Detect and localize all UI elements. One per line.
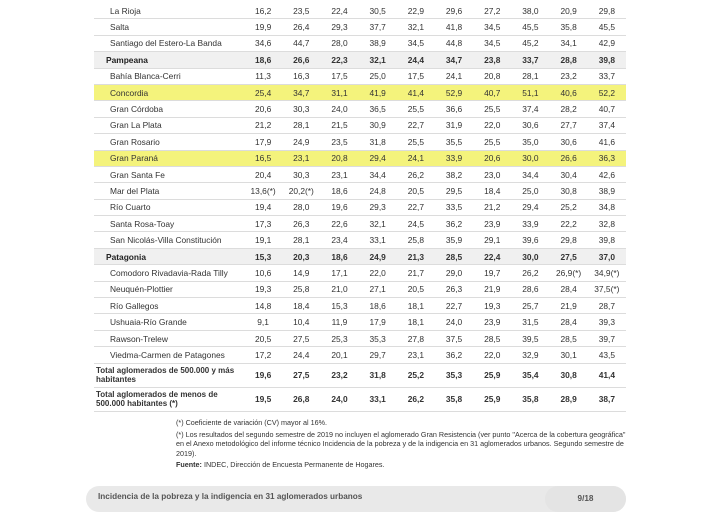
table-cell: 30,9 [359,117,397,133]
row-label: Total aglomerados de 500.000 y más habitantes [94,363,244,387]
table-cell: 34,4 [511,166,549,182]
table-cell: 20,2(*) [282,183,320,199]
row-label: Total aglomerados de menos de 500.000 habitantes (*) [94,387,244,411]
table-cell: 26,2 [397,166,435,182]
table-cell: 38,9 [359,35,397,51]
table-cell: 27,5 [282,330,320,346]
table-cell: 37,5(*) [588,281,626,297]
table-cell: 34,8 [588,199,626,215]
table-cell: 34,7 [435,52,473,68]
table-cell: 10,6 [244,265,282,281]
table-cell: 20,8 [320,150,358,166]
table-cell: 23,1 [282,150,320,166]
row-label: Pampeana [94,52,244,68]
table-row [94,134,626,150]
table-cell: 17,1 [320,265,358,281]
source-text: INDEC, Dirección de Encuesta Permanente de Hogares. [201,460,385,469]
table-cell: 35,3 [435,363,473,387]
table-cell: 17,9 [244,134,282,150]
table-cell: 29,3 [359,199,397,215]
table-cell: 29,8 [588,3,626,19]
row-label: Rawson-Trelew [94,330,244,346]
table-cell: 20,5 [397,183,435,199]
table-cell: 20,5 [397,281,435,297]
table-cell: 32,1 [397,19,435,35]
table-cell: 25,0 [359,68,397,84]
table-cell: 13,6(*) [244,183,282,199]
table-cell: 25,9 [473,363,511,387]
table-row [94,248,626,264]
poverty-table [94,3,626,412]
table-cell: 28,1 [282,232,320,248]
table-cell: 33,1 [359,387,397,411]
table-cell: 25,5 [473,134,511,150]
table-cell: 24,1 [397,150,435,166]
row-label: Gran Santa Fe [94,166,244,182]
table-cell: 24,5 [397,216,435,232]
table-cell: 18,4 [282,298,320,314]
table-cell: 26,9(*) [550,265,588,281]
table-cell: 21,2 [244,117,282,133]
table-cell: 19,5 [244,387,282,411]
table-cell: 37,5 [435,330,473,346]
table-cell: 34,1 [550,35,588,51]
table-cell: 22,0 [473,117,511,133]
table-cell: 24,0 [320,387,358,411]
table-cell: 23,0 [473,166,511,182]
table-cell: 28,9 [550,387,588,411]
table-cell: 37,7 [359,19,397,35]
table-cell: 21,7 [397,265,435,281]
table-cell: 40,7 [473,84,511,100]
table-cell: 32,1 [359,216,397,232]
table-cell: 37,4 [588,117,626,133]
row-label: Gran La Plata [94,117,244,133]
row-label: Patagonia [94,248,244,264]
table-row [94,232,626,248]
table-cell: 28,2 [550,101,588,117]
table-cell: 29,6 [435,3,473,19]
table-cell: 41,4 [588,363,626,387]
table-cell: 23,9 [473,314,511,330]
table-cell: 27,5 [550,248,588,264]
table-cell: 34,7 [282,84,320,100]
table-cell: 25,4 [244,84,282,100]
footnotes [176,418,631,472]
table-cell: 34,6 [244,35,282,51]
table-cell: 22,7 [435,298,473,314]
table-cell: 40,7 [588,101,626,117]
table-cell: 22,9 [397,3,435,19]
table-cell: 23,1 [320,166,358,182]
table-cell: 31,9 [435,117,473,133]
table-cell: 20,8 [473,68,511,84]
table-cell: 17,9 [359,314,397,330]
table-cell: 26,2 [397,387,435,411]
table-cell: 20,3 [282,248,320,264]
table-cell: 35,8 [435,387,473,411]
table-cell: 14,9 [282,265,320,281]
row-label: Ushuaia-Río Grande [94,314,244,330]
table-cell: 19,6 [244,363,282,387]
table-cell: 44,8 [435,35,473,51]
table-cell: 33,7 [511,52,549,68]
row-label: Río Gallegos [94,298,244,314]
table-cell: 19,3 [244,281,282,297]
table-cell: 19,4 [244,199,282,215]
row-label: Mar del Plata [94,183,244,199]
table-cell: 23,1 [397,347,435,363]
table-cell: 21,3 [397,248,435,264]
table-cell: 29,1 [473,232,511,248]
table-cell: 30,6 [511,117,549,133]
table-cell: 26,8 [282,387,320,411]
table-cell: 45,5 [511,19,549,35]
table-cell: 32,1 [359,52,397,68]
table-cell: 25,5 [397,101,435,117]
source-note [176,460,631,470]
table-row [94,19,626,35]
row-label: Santa Rosa-Toay [94,216,244,232]
table-cell: 24,9 [359,248,397,264]
table-cell: 17,3 [244,216,282,232]
table-cell: 52,9 [435,84,473,100]
table-row [94,52,626,68]
table-cell: 34,5 [397,35,435,51]
row-label: Santiago del Estero-La Banda [94,35,244,51]
table-cell: 27,2 [473,3,511,19]
table-cell: 28,8 [550,52,588,68]
row-label: Comodoro Rivadavia-Rada Tilly [94,265,244,281]
table-cell: 29,3 [320,19,358,35]
table-cell: 21,0 [320,281,358,297]
table-cell: 28,7 [588,298,626,314]
table-cell: 24,1 [435,68,473,84]
source-label: Fuente: [176,460,202,469]
row-label: Salta [94,19,244,35]
table-cell: 30,0 [511,248,549,264]
table-row [94,3,626,19]
footnote-cv: (*) Coeficiente de variación (CV) mayor al 16%. [176,418,327,427]
table-cell: 39,6 [511,232,549,248]
table-cell: 19,7 [473,265,511,281]
table-row [94,84,626,100]
table-cell: 25,7 [511,298,549,314]
table-cell: 36,5 [359,101,397,117]
table-cell: 42,9 [588,35,626,51]
table-cell: 31,5 [511,314,549,330]
row-label: Viedma-Carmen de Patagones [94,347,244,363]
table-cell: 22,6 [320,216,358,232]
table-cell: 24,9 [282,134,320,150]
table-row [94,330,626,346]
table-cell: 35,4 [511,363,549,387]
table-cell: 21,2 [473,199,511,215]
table-row [94,298,626,314]
table-cell: 26,3 [435,281,473,297]
table-cell: 20,6 [244,101,282,117]
table-cell: 28,1 [511,68,549,84]
table-cell: 27,1 [359,281,397,297]
row-label: San Nicolás-Villa Constitución [94,232,244,248]
table-cell: 30,3 [282,166,320,182]
table-cell: 28,4 [550,281,588,297]
table-cell: 22,3 [320,52,358,68]
table-cell: 28,0 [320,35,358,51]
table-cell: 42,6 [588,166,626,182]
table-row [94,281,626,297]
table-cell: 35,5 [435,134,473,150]
table-cell: 45,2 [511,35,549,51]
table-cell: 35,9 [435,232,473,248]
row-label: Concordia [94,84,244,100]
table-cell: 20,6 [473,150,511,166]
table-cell: 22,2 [550,216,588,232]
table-cell: 20,9 [550,3,588,19]
table-cell: 31,8 [359,134,397,150]
table-cell: 39,5 [511,330,549,346]
table-cell: 28,0 [282,199,320,215]
table-cell: 19,6 [320,199,358,215]
table-cell: 33,1 [359,232,397,248]
table-cell: 33,9 [511,216,549,232]
table-cell: 22,7 [397,199,435,215]
table-cell: 17,5 [320,68,358,84]
page-number: 9/18 [545,486,626,512]
table-cell: 30,1 [550,347,588,363]
table-cell: 29,5 [435,183,473,199]
table-cell: 29,4 [511,199,549,215]
table-cell: 23,5 [320,134,358,150]
table-cell: 41,9 [359,84,397,100]
table-cell: 41,8 [435,19,473,35]
table-row [94,347,626,363]
table-cell: 33,7 [588,68,626,84]
row-label: Bahía Blanca-Cerri [94,68,244,84]
table-cell: 24,4 [282,347,320,363]
table-cell: 29,4 [359,150,397,166]
table-row [94,183,626,199]
table-cell: 39,8 [588,232,626,248]
table-cell: 21,5 [320,117,358,133]
table-cell: 37,4 [511,101,549,117]
table-cell: 18,1 [397,314,435,330]
table-cell: 33,5 [435,199,473,215]
table-cell: 20,1 [320,347,358,363]
table-cell: 51,1 [511,84,549,100]
table-cell: 30,5 [359,3,397,19]
table-cell: 27,7 [550,117,588,133]
table-cell: 22,4 [320,3,358,19]
table-cell: 30,0 [511,150,549,166]
table-cell: 32,9 [511,347,549,363]
table-cell: 24,8 [359,183,397,199]
table-cell: 34,9(*) [588,265,626,281]
table-cell: 23,5 [282,3,320,19]
table-cell: 11,9 [320,314,358,330]
table-cell: 25,2 [550,199,588,215]
table-cell: 16,3 [282,68,320,84]
table-cell: 29,8 [550,232,588,248]
table-cell: 30,8 [550,183,588,199]
table-cell: 16,5 [244,150,282,166]
table-cell: 31,1 [320,84,358,100]
table-cell: 41,6 [588,134,626,150]
table-row [94,216,626,232]
table-cell: 11,3 [244,68,282,84]
row-label: La Rioja [94,3,244,19]
table-cell: 24,0 [435,314,473,330]
table-cell: 30,6 [550,134,588,150]
table-cell: 25,8 [397,232,435,248]
table-cell: 28,1 [282,117,320,133]
table-cell: 18,1 [397,298,435,314]
row-label: Gran Rosario [94,134,244,150]
table-cell: 26,6 [282,52,320,68]
table-cell: 38,7 [588,387,626,411]
table-cell: 20,5 [244,330,282,346]
table-row [94,265,626,281]
table-cell: 26,3 [282,216,320,232]
table-cell: 37,0 [588,248,626,264]
table-cell: 22,7 [397,117,435,133]
table-cell: 18,4 [473,183,511,199]
table-row [94,35,626,51]
table-cell: 45,5 [588,19,626,35]
table-cell: 25,8 [282,281,320,297]
table-cell: 17,2 [244,347,282,363]
table-cell: 23,4 [320,232,358,248]
table-cell: 19,1 [244,232,282,248]
table-cell: 35,8 [511,387,549,411]
table-cell: 19,3 [473,298,511,314]
table-cell: 18,6 [359,298,397,314]
table-cell: 35,3 [359,330,397,346]
table-cell: 38,2 [435,166,473,182]
table-cell: 28,6 [511,281,549,297]
row-label: Río Cuarto [94,199,244,215]
table-cell: 36,3 [588,150,626,166]
table-cell: 28,5 [473,330,511,346]
table-row [94,363,626,387]
table-cell: 16,2 [244,3,282,19]
footnote-coverage: (*) Los resultados del segundo semestre de 2019 no incluyen el aglomerado Gran Resistencia (ver punto "Acerca de la cobertura geográfica" en el Anexo metodológico del informe técnico Incidencia de la pobreza y de la indigencia en 31 aglomerados urbanos. Segundo semestre de 2019). [176,429,626,458]
table-cell: 27,5 [282,363,320,387]
table-cell: 36,6 [435,101,473,117]
table-cell: 24,0 [320,101,358,117]
table-cell: 35,0 [511,134,549,150]
table-cell: 24,4 [397,52,435,68]
table-row [94,150,626,166]
table-row [94,387,626,411]
table-cell: 29,0 [435,265,473,281]
table-cell: 41,4 [397,84,435,100]
table-row [94,166,626,182]
table-cell: 34,5 [473,19,511,35]
table-cell: 39,8 [588,52,626,68]
table-cell: 28,5 [550,330,588,346]
table-cell: 18,6 [320,183,358,199]
table-cell: 34,5 [473,35,511,51]
table-cell: 14,8 [244,298,282,314]
table-cell: 19,9 [244,19,282,35]
table-cell: 15,3 [244,248,282,264]
table-cell: 25,5 [397,134,435,150]
table-cell: 36,2 [435,216,473,232]
footer-title: Incidencia de la pobreza y la indigencia en 31 aglomerados urbanos [98,492,363,501]
table-cell: 27,8 [397,330,435,346]
table-cell: 39,7 [588,330,626,346]
table-cell: 22,4 [473,248,511,264]
table-cell: 30,4 [550,166,588,182]
row-label: Gran Paraná [94,150,244,166]
table-cell: 28,4 [550,314,588,330]
table-cell: 38,9 [588,183,626,199]
table-cell: 30,3 [282,101,320,117]
table-cell: 18,6 [320,248,358,264]
table-cell: 26,2 [511,265,549,281]
table-body [94,3,626,411]
table-cell: 34,4 [359,166,397,182]
table-cell: 25,5 [473,101,511,117]
table-cell: 21,9 [473,281,511,297]
row-label: Gran Córdoba [94,101,244,117]
table-cell: 26,6 [550,150,588,166]
table-cell: 10,4 [282,314,320,330]
table-cell: 20,4 [244,166,282,182]
table-cell: 39,3 [588,314,626,330]
table-cell: 43,5 [588,347,626,363]
table-cell: 32,8 [588,216,626,232]
table-cell: 22,0 [359,265,397,281]
table-cell: 30,8 [550,363,588,387]
table-cell: 22,0 [473,347,511,363]
table-cell: 35,8 [550,19,588,35]
table-row [94,117,626,133]
table-cell: 23,2 [550,68,588,84]
table-cell: 28,5 [435,248,473,264]
table-cell: 52,2 [588,84,626,100]
table-row [94,101,626,117]
table-cell: 26,4 [282,19,320,35]
row-label: Neuquén-Plottier [94,281,244,297]
table-row [94,314,626,330]
table-cell: 25,3 [320,330,358,346]
table-cell: 15,3 [320,298,358,314]
table-cell: 23,2 [320,363,358,387]
table-cell: 40,6 [550,84,588,100]
table-cell: 29,7 [359,347,397,363]
table-cell: 23,8 [473,52,511,68]
table-cell: 9,1 [244,314,282,330]
table-cell: 36,2 [435,347,473,363]
table-cell: 25,0 [511,183,549,199]
table-row [94,68,626,84]
table-cell: 25,9 [473,387,511,411]
table-cell: 31,8 [359,363,397,387]
table-cell: 17,5 [397,68,435,84]
table-cell: 21,9 [550,298,588,314]
table-cell: 38,0 [511,3,549,19]
table-row [94,199,626,215]
table-cell: 23,9 [473,216,511,232]
table-cell: 44,7 [282,35,320,51]
table-cell: 25,2 [397,363,435,387]
table-cell: 18,6 [244,52,282,68]
table-cell: 33,9 [435,150,473,166]
